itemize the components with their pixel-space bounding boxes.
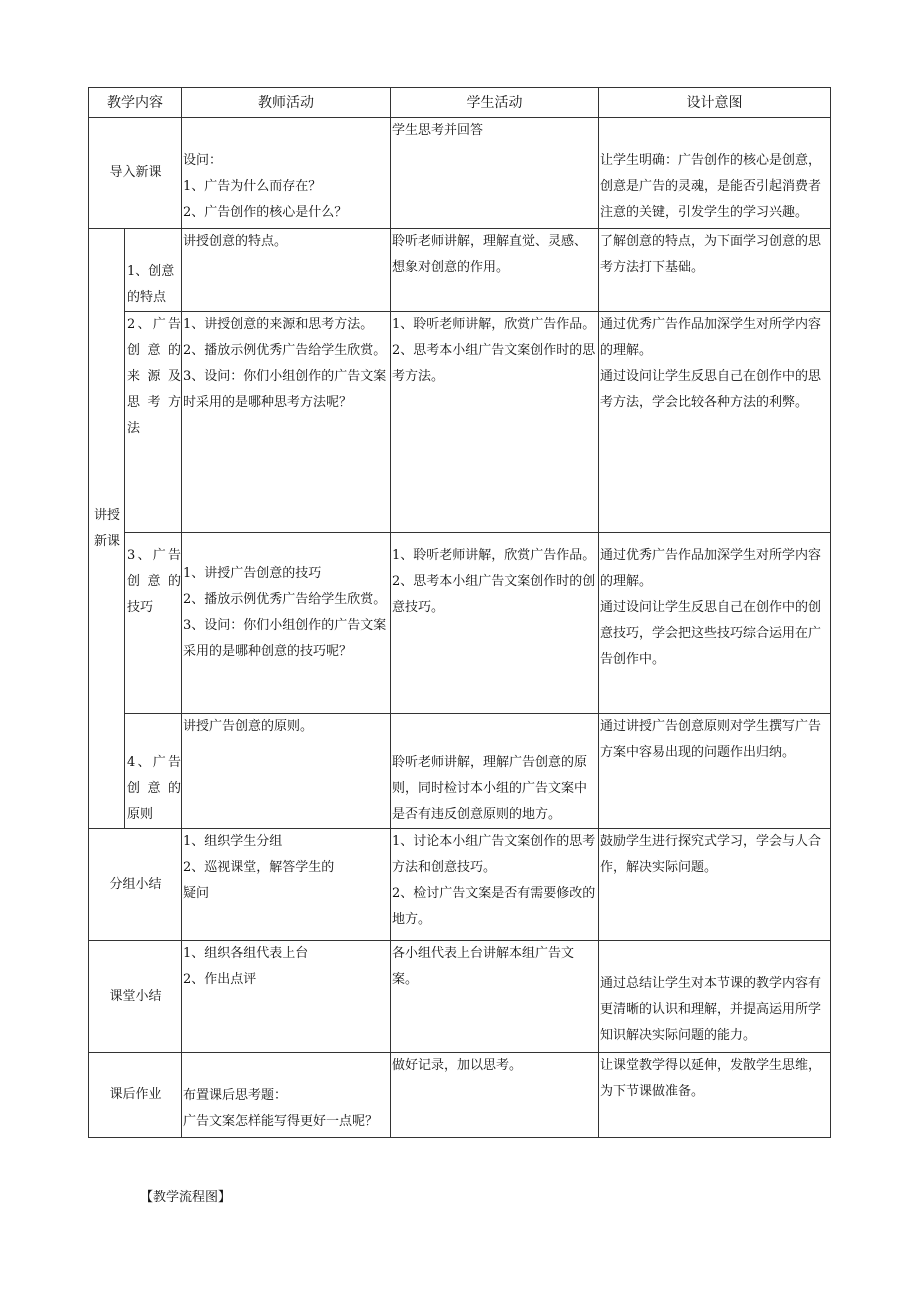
teacher-line: 3、设问：你们小组创作的广告文案时采用的是哪种思考方法呢？	[183, 369, 387, 410]
student-text: 各小组代表上台讲解本组广告文案。	[392, 946, 575, 987]
student-line: 1、聆听老师讲解，欣赏广告作品。	[392, 548, 596, 563]
student-cell	[391, 312, 599, 533]
teacher-line: 1、讲授创意的来源和思考方法。	[183, 317, 374, 332]
sub-label-line: 创意的	[127, 574, 181, 589]
teacher-line: 广告文案怎样能写得更好一点呢？	[183, 1114, 379, 1129]
intent-text: 鼓励学生进行探究式学习，学会与人合作，解决实际问题。	[600, 834, 822, 875]
student-text: 做好记录，加以思考。	[392, 1058, 523, 1073]
teacher-cell	[182, 312, 391, 533]
row-sub3	[89, 533, 831, 714]
teacher-line: 讲授广告创意的原则。	[183, 719, 314, 734]
student-cell	[391, 118, 599, 229]
section-label: 导入新课	[89, 118, 182, 229]
teacher-line: 疑问	[183, 886, 210, 901]
header-intent: 设计意图	[599, 88, 831, 118]
sub-label-line: 3、广告	[127, 548, 181, 563]
student-cell	[391, 533, 599, 714]
intent-text: 通过总结让学生对本节课的教学内容有更清晰的认识和理解，并提高运用所学知识解决实际问题的能力。	[600, 976, 822, 1043]
intent-text: 让课堂教学得以延伸，发散学生思维，为下节课做准备。	[600, 1058, 822, 1099]
teacher-line: 2、作出点评	[183, 972, 257, 987]
teacher-line: 1、组织各组代表上台	[183, 946, 309, 961]
row-sub4	[89, 714, 831, 829]
sub-label-line: 2、广告	[127, 317, 181, 332]
teacher-line: 2、播放示例优秀广告给学生欣赏。	[183, 343, 387, 358]
sub-label-line: 法	[127, 421, 141, 436]
intent-cell	[599, 1053, 831, 1138]
row-sub2	[89, 312, 831, 533]
student-cell	[391, 229, 599, 312]
section-label: 分组小结	[89, 829, 182, 941]
student-line: 2、检讨广告文案是否有需要修改的地方。	[392, 886, 596, 927]
student-line: 学生思考并回答	[392, 123, 484, 138]
row-group	[89, 829, 831, 941]
teacher-line: 2、巡视课堂，解答学生的	[183, 860, 335, 875]
sub-label-line: 思考方	[127, 395, 181, 410]
sub-label-line: 技巧	[127, 600, 154, 615]
student-cell	[391, 941, 599, 1053]
sub-label-1	[125, 229, 182, 312]
intent-text: 通过优秀广告作品加深学生对所学内容的理解。	[600, 317, 822, 358]
intent-text: 通过设问让学生反思自己在创作中的思考方法，学会比较各种方法的利弊。	[600, 369, 822, 410]
section-line: 讲授	[93, 507, 120, 523]
teacher-cell	[182, 941, 391, 1053]
teacher-line: 设问：	[183, 153, 223, 168]
teacher-cell	[182, 1053, 391, 1138]
intent-text: 通过设问让学生反思自己在创作中的创意技巧，学会把这些技巧综合运用在广告创作中。	[600, 600, 822, 667]
student-text: 聆听老师讲解，理解直觉、灵感、想象对创意的作用。	[392, 234, 588, 275]
intent-cell	[599, 829, 831, 941]
sub-label-line: 创意的	[127, 781, 181, 796]
header-content: 教学内容	[89, 88, 182, 118]
lesson-plan-table	[88, 87, 831, 1138]
sub-label-line: 1、创意	[127, 264, 175, 279]
section-line: 新课	[93, 533, 120, 549]
teacher-line: 1、组织学生分组	[183, 834, 283, 849]
teacher-cell	[182, 714, 391, 829]
student-cell	[391, 714, 599, 829]
sub-label-line: 原则	[127, 807, 154, 822]
teacher-cell	[182, 533, 391, 714]
section-label: 课后作业	[89, 1053, 182, 1138]
sub-label-line: 来源及	[127, 369, 181, 384]
sub-label-4	[125, 714, 182, 829]
teacher-line: 1、广告为什么而存在？	[183, 179, 322, 194]
intent-cell	[599, 118, 831, 229]
teacher-line: 2、播放示例优秀广告给学生欣赏。	[183, 592, 387, 607]
teacher-cell	[182, 118, 391, 229]
intent-cell	[599, 714, 831, 829]
row-summary	[89, 941, 831, 1053]
teacher-cell	[182, 829, 391, 941]
sub-label-line: 4、广告	[127, 755, 181, 770]
intent-text: 了解创意的特点，为下面学习创意的思考方法打下基础。	[600, 234, 822, 275]
teacher-cell	[182, 229, 391, 312]
intent-text: 通过优秀广告作品加深学生对所学内容的理解。	[600, 548, 822, 589]
intent-cell	[599, 312, 831, 533]
row-intro	[89, 118, 831, 229]
teacher-line: 2、广告创作的核心是什么？	[183, 205, 348, 220]
sub-label-2	[125, 312, 182, 533]
student-cell	[391, 829, 599, 941]
intent-cell	[599, 229, 831, 312]
section-label-teach	[89, 229, 125, 829]
student-cell	[391, 1053, 599, 1138]
header-teacher: 教师活动	[182, 88, 391, 118]
student-line: 1、聆听老师讲解，欣赏广告作品。	[392, 317, 596, 332]
flowchart-heading: 【教学流程图】	[140, 1190, 232, 1205]
intent-cell	[599, 533, 831, 714]
header-student: 学生活动	[391, 88, 599, 118]
row-sub1	[89, 229, 831, 312]
student-line: 2、思考本小组广告文案创作时的创意技巧。	[392, 574, 596, 615]
row-homework	[89, 1053, 831, 1138]
teacher-line: 3、设问：你们小组创作的广告文案采用的是哪种创意的技巧呢？	[183, 618, 387, 659]
sub-label-line: 创意的	[127, 343, 181, 358]
sub-label-3	[125, 533, 182, 714]
section-label: 课堂小结	[89, 941, 182, 1053]
student-line: 2、思考本小组广告文案创作时的思考方法。	[392, 343, 596, 384]
teacher-line: 1、讲授广告创意的技巧	[183, 566, 322, 581]
teacher-line: 讲授创意的特点。	[183, 234, 288, 249]
student-line: 1、讨论本小组广告文案创作的思考方法和创意技巧。	[392, 834, 596, 875]
intent-text: 通过讲授广告创意原则对学生撰写广告方案中容易出现的问题作出归纳。	[600, 719, 822, 760]
sub-label-line: 的特点	[127, 290, 167, 305]
teacher-line: 布置课后思考题：	[183, 1088, 288, 1103]
intent-text: 让学生明确：广告创作的核心是创意，创意是广告的灵魂，是能否引起消费者注意的关键，引发学生的学习兴趣。	[600, 153, 822, 220]
intent-cell	[599, 941, 831, 1053]
header-row	[89, 88, 831, 118]
student-text: 聆听老师讲解，理解广告创意的原则，同时检讨本小组的广告文案中是否有违反创意原则的地方。	[392, 755, 588, 822]
